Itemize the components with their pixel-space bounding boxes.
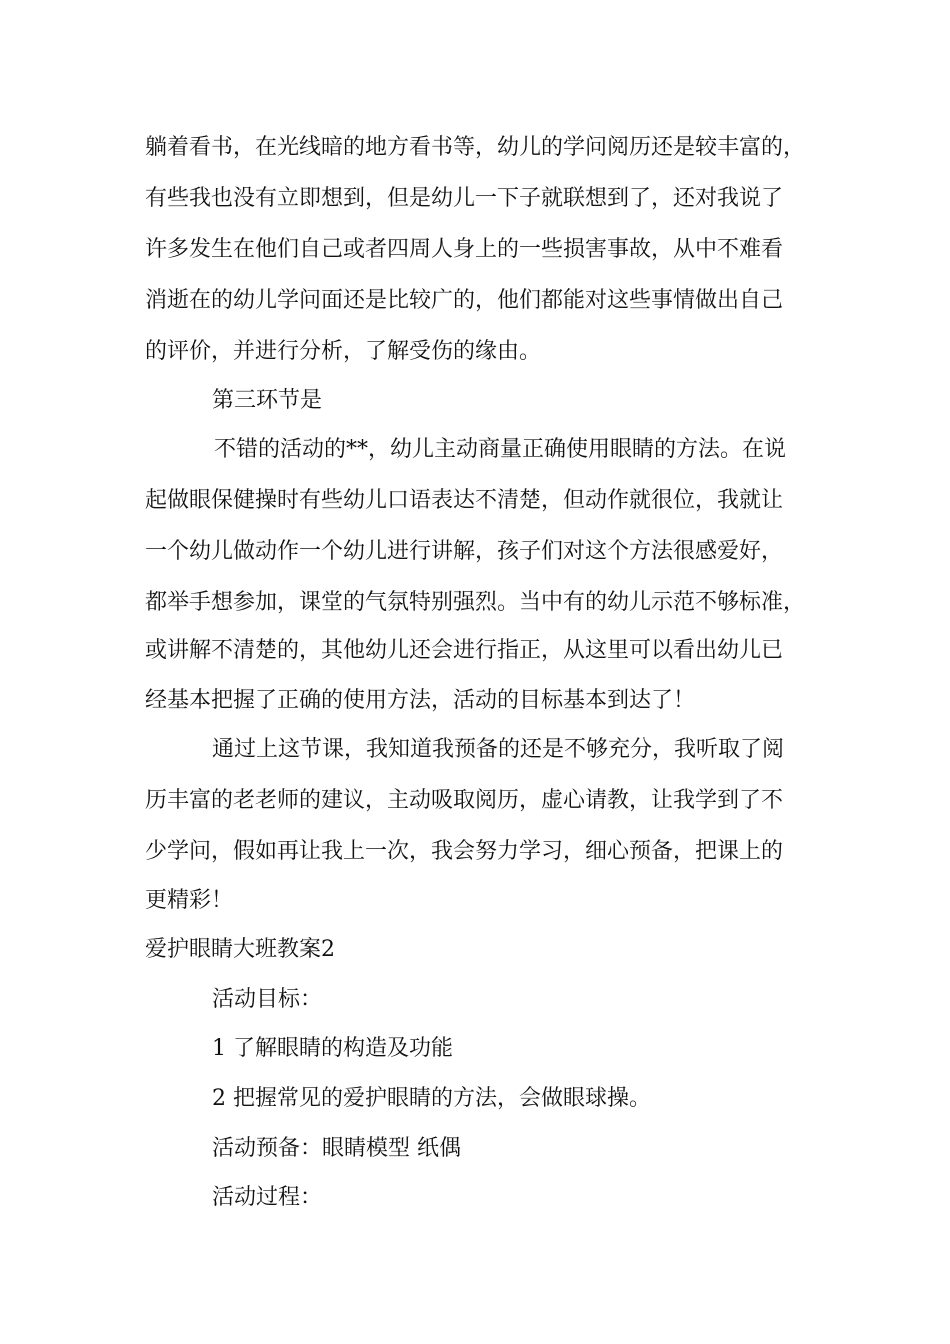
text-line: 躺着看书，在光线暗的地方看书等，幼儿的学问阅历还是较丰富的， [145,135,806,160]
text-line: 或讲解不清楚的，其他幼儿还会进行指正，从这里可以看出幼儿已 [145,638,784,663]
process-heading: 活动过程： [212,1185,323,1210]
text-line: 经基本把握了正确的使用方法，活动的目标基本到达了！ [145,688,696,713]
objective-2: 2 把握常见的爱护眼睛的方法，会做眼球操。 [212,1086,651,1111]
section-3-heading: 第三环节是 [212,388,323,413]
lesson-2-title: 爱护眼睛大班教案2 [145,937,335,962]
materials-text: 活动预备：眼睛模型 纸偶 [212,1136,461,1161]
text-line: 都举手想参加，课堂的气氛特别强烈。当中有的幼儿示范不够标准， [145,590,806,615]
text-line: 消逝在的幼儿学问面还是比较广的，他们都能对这些事情做出自己 [145,288,784,313]
objective-1: 1 了解眼睛的构造及功能 [212,1036,453,1061]
text-line: 许多发生在他们自己或者四周人身上的一些损害事故，从中不难看 [145,237,784,262]
objectives-heading: 活动目标： [212,987,323,1012]
text-line: 更精彩！ [145,888,234,913]
text-line: 的评价，并进行分析，了解受伤的缘由。 [145,339,542,364]
text-line: 少学问，假如再让我上一次，我会努力学习，细心预备，把课上的 [145,839,784,864]
text-line: 历丰富的老老师的建议，主动吸取阅历，虚心请教，让我学到了不 [145,788,784,813]
text-line: 不错的活动的**，幼儿主动商量正确使用眼睛的方法。在说 [214,437,787,462]
text-line: 起做眼保健操时有些幼儿口语表达不清楚，但动作就很位，我就让 [145,488,784,513]
text-line: 有些我也没有立即想到，但是幼儿一下子就联想到了，还对我说了 [145,186,784,211]
text-line: 通过上这节课，我知道我预备的还是不够充分，我听取了阅 [212,737,785,762]
text-line: 一个幼儿做动作一个幼儿进行讲解，孩子们对这个方法很感爱好， [145,539,784,564]
